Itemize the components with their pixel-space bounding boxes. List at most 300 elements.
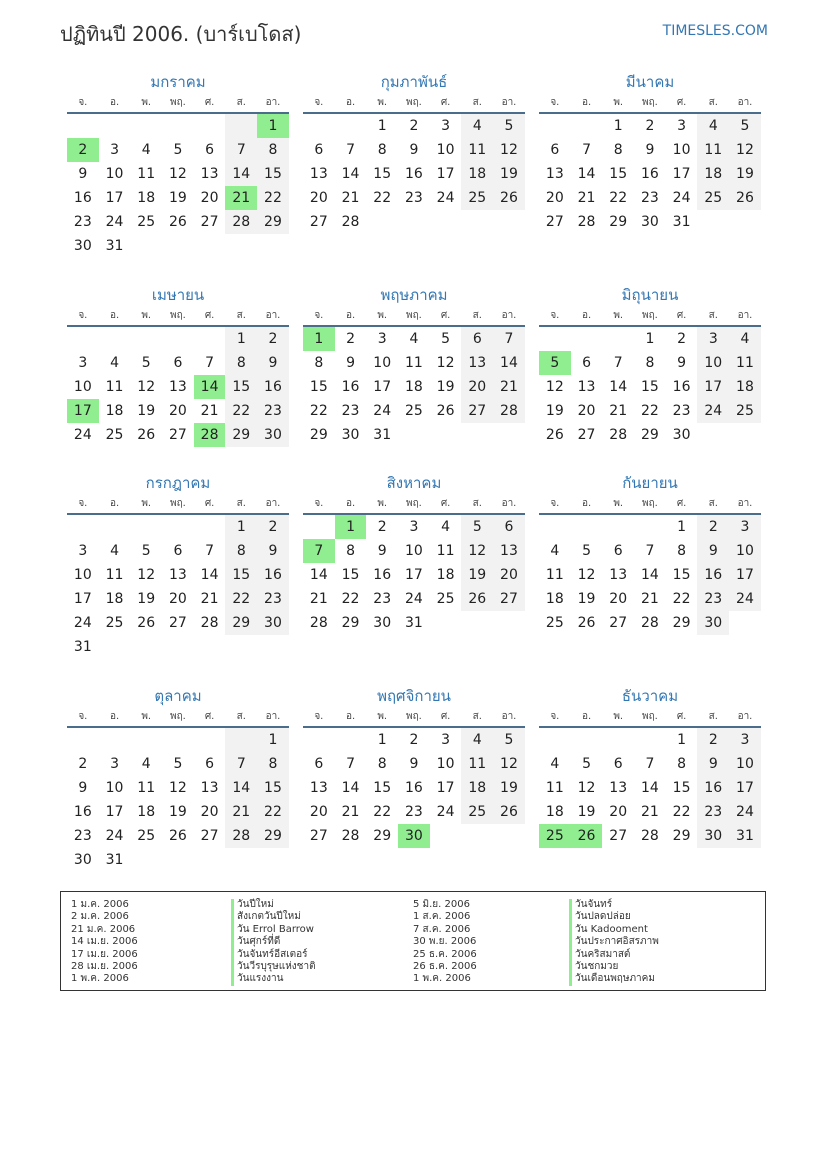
month-name: มีนาคม — [625, 73, 675, 91]
weekday-label: ศ. — [440, 711, 451, 722]
weekday-label: ศ. — [204, 498, 215, 509]
day-cell: 16 — [672, 379, 691, 395]
day-cell: 21 — [309, 591, 328, 607]
weekday-label: พฤ. — [169, 97, 186, 108]
day-cell: 18 — [461, 776, 493, 800]
day-cell: 27 — [493, 587, 525, 611]
legend-holiday-name: วันปีใหม่ — [231, 899, 316, 911]
day-cell: 19 — [577, 804, 596, 820]
empty-cell — [602, 327, 634, 351]
day-cell: 14 — [200, 567, 219, 583]
day-cell: 20 — [609, 804, 628, 820]
weekday-label: ส. — [236, 97, 246, 108]
day-cell: 6 — [461, 327, 493, 351]
day-cell: 17 — [436, 166, 455, 182]
month-name: กุมภาพันธ์ — [380, 73, 448, 91]
empty-cell — [225, 114, 257, 138]
legend-date: 1 พ.ค. 2006 — [71, 973, 129, 985]
weekday-label: ส. — [236, 498, 246, 509]
day-cell: 3 — [441, 732, 451, 748]
weekday-label: พ. — [613, 97, 624, 108]
weekday-label: ส. — [472, 97, 482, 108]
day-cell: 29 — [640, 427, 659, 443]
day-cell: 20 — [200, 190, 219, 206]
day-cell: 28 — [225, 210, 257, 234]
day-cell: 29 — [373, 828, 392, 844]
weekday-label: อา. — [265, 310, 281, 321]
day-cell: 8 — [346, 543, 355, 559]
day-cell: 15 — [373, 780, 392, 796]
day-cell: 6 — [613, 543, 623, 559]
holiday-day-cell: 7 — [303, 539, 335, 563]
day-cell: 23 — [257, 399, 289, 423]
day-cell: 30 — [257, 423, 289, 447]
day-cell: 2 — [377, 519, 387, 535]
empty-cell — [225, 728, 257, 752]
weekday-label: พฤ. — [405, 310, 422, 321]
day-cell: 31 — [105, 238, 124, 254]
day-cell: 19 — [545, 403, 564, 419]
day-cell: 13 — [577, 379, 596, 395]
day-cell: 19 — [729, 162, 761, 186]
day-cell: 30 — [73, 238, 92, 254]
legend-names-right — [569, 899, 659, 986]
day-cell: 21 — [341, 804, 360, 820]
day-cell: 9 — [78, 166, 88, 182]
month-name: ตุลาคม — [154, 687, 202, 705]
day-cell: 15 — [225, 563, 257, 587]
day-cell: 21 — [200, 403, 219, 419]
day-cell: 26 — [577, 615, 596, 631]
day-cell: 7 — [225, 752, 257, 776]
day-cell: 29 — [609, 214, 628, 230]
weekday-label: อา. — [501, 97, 517, 108]
weekday-header — [67, 708, 289, 728]
legend-date: 28 เม.ย. 2006 — [71, 961, 138, 973]
day-cell: 2 — [346, 331, 355, 347]
day-cell: 10 — [73, 567, 92, 583]
day-cell: 6 — [582, 355, 591, 371]
day-cell: 16 — [257, 375, 289, 399]
day-cell: 13 — [545, 166, 564, 182]
weekday-label: พฤ. — [405, 97, 422, 108]
day-cell: 11 — [105, 567, 124, 583]
day-cell: 9 — [645, 142, 655, 158]
day-cell: 30 — [257, 611, 289, 635]
day-cell: 14 — [577, 166, 596, 182]
weekday-header — [539, 495, 761, 515]
day-cell: 13 — [200, 166, 219, 182]
day-cell: 3 — [697, 327, 729, 351]
empty-cell — [539, 515, 571, 539]
day-cell: 25 — [461, 800, 493, 824]
day-cell: 24 — [105, 828, 124, 844]
day-cell: 22 — [672, 591, 691, 607]
day-cell: 16 — [373, 567, 392, 583]
legend-holiday-name: วัน Errol Barrow — [231, 924, 316, 936]
weekday-label: อา. — [501, 310, 517, 321]
weekday-label: พ. — [613, 498, 624, 509]
month-name: มิถุนายน — [621, 286, 679, 304]
day-cell: 2 — [257, 515, 289, 539]
day-cell: 3 — [110, 142, 119, 158]
day-cell: 10 — [436, 142, 455, 158]
day-cell: 24 — [73, 615, 92, 631]
day-cell: 12 — [137, 379, 156, 395]
day-cell: 10 — [105, 780, 124, 796]
day-cell: 3 — [78, 355, 88, 371]
day-cell: 24 — [73, 427, 92, 443]
empty-cell — [539, 327, 571, 351]
day-cell: 17 — [73, 591, 92, 607]
weekday-label: อ. — [345, 711, 356, 722]
day-cell: 5 — [582, 543, 591, 559]
day-cell: 23 — [697, 587, 729, 611]
day-cell: 18 — [105, 403, 124, 419]
month-calendar — [539, 471, 761, 635]
day-cell: 18 — [545, 804, 564, 820]
day-cell: 28 — [200, 615, 219, 631]
day-cell: 9 — [257, 351, 289, 375]
weekday-label: ศ. — [676, 97, 687, 108]
day-cell: 18 — [545, 591, 564, 607]
day-cell: 5 — [582, 756, 591, 772]
day-cell: 3 — [110, 756, 119, 772]
day-cell: 4 — [110, 543, 119, 559]
page-title: ปฏิทินปี 2006. (บาร์เบโดส) — [60, 22, 302, 46]
day-cell: 7 — [205, 355, 215, 371]
day-cell: 29 — [257, 210, 289, 234]
day-cell: 31 — [729, 824, 761, 848]
weekday-label: อ. — [345, 97, 356, 108]
day-cell: 30 — [697, 611, 729, 635]
day-cell: 21 — [609, 403, 628, 419]
day-cell: 15 — [309, 379, 328, 395]
day-cell: 20 — [168, 403, 187, 419]
weekday-label: จ. — [550, 711, 560, 722]
day-cell: 13 — [200, 780, 219, 796]
weekday-label: อ. — [109, 498, 120, 509]
weekday-label: จ. — [78, 711, 88, 722]
day-cell: 22 — [257, 800, 289, 824]
weekday-label: พฤ. — [169, 711, 186, 722]
day-cell: 13 — [309, 780, 328, 796]
day-cell: 2 — [697, 515, 729, 539]
day-cell: 8 — [377, 756, 387, 772]
day-cell: 27 — [577, 427, 596, 443]
weekday-header — [303, 307, 525, 327]
day-cell: 6 — [314, 142, 324, 158]
weekday-label: พ. — [377, 711, 388, 722]
day-cell: 29 — [257, 824, 289, 848]
weekday-header — [539, 307, 761, 327]
day-cell: 31 — [672, 214, 691, 230]
day-cell: 20 — [309, 190, 328, 206]
day-cell: 29 — [309, 427, 328, 443]
weekday-label: อ. — [581, 498, 592, 509]
legend-date: 14 เม.ย. 2006 — [71, 936, 138, 948]
day-cell: 23 — [640, 190, 659, 206]
day-cell: 12 — [577, 780, 596, 796]
day-cell: 30 — [697, 824, 729, 848]
day-cell: 22 — [373, 190, 392, 206]
legend-date: 1 พ.ค. 2006 — [413, 973, 471, 985]
day-grid — [67, 327, 289, 447]
empty-cell — [335, 114, 367, 138]
day-cell: 11 — [697, 138, 729, 162]
brand-link[interactable]: TIMESLES.COM — [662, 23, 768, 39]
empty-cell — [162, 114, 194, 138]
day-cell: 16 — [640, 166, 659, 182]
day-cell: 11 — [436, 543, 455, 559]
day-cell: 22 — [640, 403, 659, 419]
day-cell: 19 — [168, 804, 187, 820]
day-cell: 27 — [200, 828, 219, 844]
day-cell: 28 — [577, 214, 596, 230]
day-cell: 4 — [141, 756, 151, 772]
day-cell: 29 — [225, 611, 257, 635]
month-calendar — [67, 283, 289, 447]
weekday-label: อา. — [265, 498, 281, 509]
weekday-label: พ. — [141, 498, 152, 509]
weekday-label: จ. — [78, 498, 88, 509]
legend-dates-left — [71, 899, 138, 986]
weekday-label: อ. — [109, 711, 120, 722]
day-cell: 8 — [257, 752, 289, 776]
day-cell: 25 — [729, 399, 761, 423]
weekday-label: อ. — [109, 310, 120, 321]
weekday-label: ศ. — [676, 711, 687, 722]
day-cell: 17 — [373, 379, 392, 395]
weekday-header — [303, 94, 525, 114]
day-cell: 24 — [436, 190, 455, 206]
day-cell: 11 — [461, 138, 493, 162]
day-cell: 7 — [645, 756, 655, 772]
weekday-label: อ. — [109, 97, 120, 108]
weekday-label: พฤ. — [169, 498, 186, 509]
day-cell: 25 — [697, 186, 729, 210]
day-cell: 22 — [225, 587, 257, 611]
day-cell: 21 — [341, 190, 360, 206]
day-cell: 20 — [461, 375, 493, 399]
weekday-label: อ. — [581, 310, 592, 321]
day-cell: 13 — [609, 567, 628, 583]
day-cell: 27 — [609, 615, 628, 631]
weekday-label: พฤ. — [641, 498, 658, 509]
day-cell: 16 — [404, 780, 423, 796]
day-cell: 9 — [377, 543, 387, 559]
day-cell: 25 — [105, 615, 124, 631]
empty-cell — [130, 728, 162, 752]
day-cell: 1 — [645, 331, 655, 347]
day-cell: 31 — [404, 615, 423, 631]
weekday-label: ส. — [708, 97, 718, 108]
day-cell: 23 — [73, 214, 92, 230]
day-cell: 9 — [78, 780, 88, 796]
day-cell: 21 — [493, 375, 525, 399]
day-cell: 17 — [729, 563, 761, 587]
empty-cell — [571, 114, 603, 138]
day-cell: 24 — [729, 800, 761, 824]
day-cell: 26 — [729, 186, 761, 210]
day-grid — [539, 327, 761, 447]
day-cell: 4 — [461, 114, 493, 138]
day-cell: 26 — [461, 587, 493, 611]
day-cell: 29 — [341, 615, 360, 631]
day-cell: 15 — [373, 166, 392, 182]
day-cell: 5 — [729, 114, 761, 138]
day-cell: 21 — [200, 591, 219, 607]
legend-holiday-name: วันชกมวย — [569, 961, 659, 973]
weekday-label: อา. — [501, 498, 517, 509]
day-cell: 28 — [341, 214, 360, 230]
day-cell: 6 — [493, 515, 525, 539]
weekday-label: ส. — [236, 711, 246, 722]
holiday-day-cell: 1 — [303, 327, 335, 351]
weekday-label: จ. — [314, 97, 324, 108]
day-cell: 26 — [493, 186, 525, 210]
day-cell: 7 — [645, 543, 655, 559]
day-cell: 5 — [141, 543, 151, 559]
day-cell: 27 — [609, 828, 628, 844]
day-cell: 1 — [225, 327, 257, 351]
day-cell: 31 — [373, 427, 392, 443]
holiday-day-cell: 25 — [539, 824, 571, 848]
day-cell: 20 — [309, 804, 328, 820]
day-cell: 7 — [493, 327, 525, 351]
day-cell: 20 — [493, 563, 525, 587]
empty-cell — [571, 327, 603, 351]
empty-cell — [130, 327, 162, 351]
empty-cell — [634, 515, 666, 539]
day-cell: 12 — [545, 379, 564, 395]
legend-holiday-name: วัน Kadooment — [569, 924, 659, 936]
day-cell: 14 — [609, 379, 628, 395]
weekday-header — [303, 708, 525, 728]
day-cell: 24 — [105, 214, 124, 230]
day-cell: 11 — [404, 355, 423, 371]
weekday-label: พฤ. — [641, 97, 658, 108]
day-cell: 2 — [645, 118, 655, 134]
day-cell: 11 — [105, 379, 124, 395]
day-cell: 4 — [409, 331, 419, 347]
month-name: พฤษภาคม — [380, 286, 448, 304]
day-cell: 13 — [493, 539, 525, 563]
day-cell: 2 — [78, 756, 88, 772]
empty-cell — [194, 327, 226, 351]
month-name: เมษายน — [151, 286, 205, 304]
legend-holiday-name: วันคริสมาสต์ — [569, 949, 659, 961]
day-cell: 13 — [168, 567, 187, 583]
weekday-label: จ. — [550, 310, 560, 321]
day-cell: 3 — [377, 331, 387, 347]
month-name: พฤศจิกายน — [377, 687, 451, 705]
weekday-label: ศ. — [204, 310, 215, 321]
day-cell: 9 — [697, 752, 729, 776]
day-cell: 7 — [346, 756, 355, 772]
day-grid — [539, 515, 761, 635]
month-calendar — [303, 70, 525, 234]
day-cell: 7 — [582, 142, 591, 158]
day-cell: 7 — [613, 355, 623, 371]
weekday-label: จ. — [550, 498, 560, 509]
month-calendar — [539, 684, 761, 848]
weekday-label: พฤ. — [405, 498, 422, 509]
day-cell: 19 — [577, 591, 596, 607]
day-cell: 16 — [697, 776, 729, 800]
legend-date: 25 ธ.ค. 2006 — [413, 948, 477, 960]
weekday-label: จ. — [78, 97, 88, 108]
day-grid — [303, 114, 525, 234]
empty-cell — [99, 728, 131, 752]
weekday-label: พฤ. — [641, 310, 658, 321]
day-cell: 14 — [225, 776, 257, 800]
weekday-label: ส. — [708, 498, 718, 509]
empty-cell — [303, 114, 335, 138]
day-cell: 16 — [341, 379, 360, 395]
day-cell: 11 — [545, 567, 564, 583]
day-cell: 27 — [200, 214, 219, 230]
month-calendar — [67, 471, 289, 659]
day-cell: 2 — [409, 118, 419, 134]
legend-date: 1 ม.ค. 2006 — [71, 899, 129, 910]
day-cell: 25 — [461, 186, 493, 210]
day-cell: 5 — [173, 756, 183, 772]
day-cell: 14 — [341, 780, 360, 796]
day-cell: 30 — [672, 427, 691, 443]
empty-cell — [130, 114, 162, 138]
day-cell: 19 — [493, 162, 525, 186]
day-cell: 4 — [141, 142, 151, 158]
day-cell: 1 — [613, 118, 623, 134]
legend-holiday-name: สังเกตวันปีใหม่ — [231, 911, 316, 923]
day-cell: 17 — [672, 166, 691, 182]
weekday-label: อ. — [345, 310, 356, 321]
day-cell: 25 — [137, 214, 156, 230]
day-cell: 30 — [341, 427, 360, 443]
holiday-day-cell: 21 — [225, 186, 257, 210]
holiday-day-cell: 1 — [335, 515, 367, 539]
day-cell: 4 — [550, 543, 560, 559]
day-cell: 27 — [168, 615, 187, 631]
day-cell: 7 — [346, 142, 355, 158]
day-cell: 17 — [105, 190, 124, 206]
empty-cell — [99, 515, 131, 539]
day-cell: 20 — [200, 804, 219, 820]
month-calendar — [539, 283, 761, 447]
day-cell: 20 — [545, 190, 564, 206]
day-cell: 30 — [73, 852, 92, 868]
weekday-label: อ. — [581, 711, 592, 722]
day-cell: 6 — [314, 756, 324, 772]
empty-cell — [571, 515, 603, 539]
day-cell: 26 — [168, 214, 187, 230]
holiday-day-cell: 14 — [194, 375, 226, 399]
day-cell: 26 — [436, 403, 455, 419]
weekday-header — [303, 495, 525, 515]
day-cell: 10 — [373, 355, 392, 371]
weekday-label: พ. — [141, 711, 152, 722]
day-cell: 8 — [677, 756, 687, 772]
day-cell: 3 — [78, 543, 88, 559]
weekday-label: ศ. — [204, 711, 215, 722]
empty-cell — [335, 728, 367, 752]
day-cell: 12 — [168, 780, 187, 796]
weekday-label: จ. — [550, 97, 560, 108]
weekday-label: จ. — [78, 310, 88, 321]
day-cell: 10 — [404, 543, 423, 559]
day-cell: 20 — [168, 591, 187, 607]
